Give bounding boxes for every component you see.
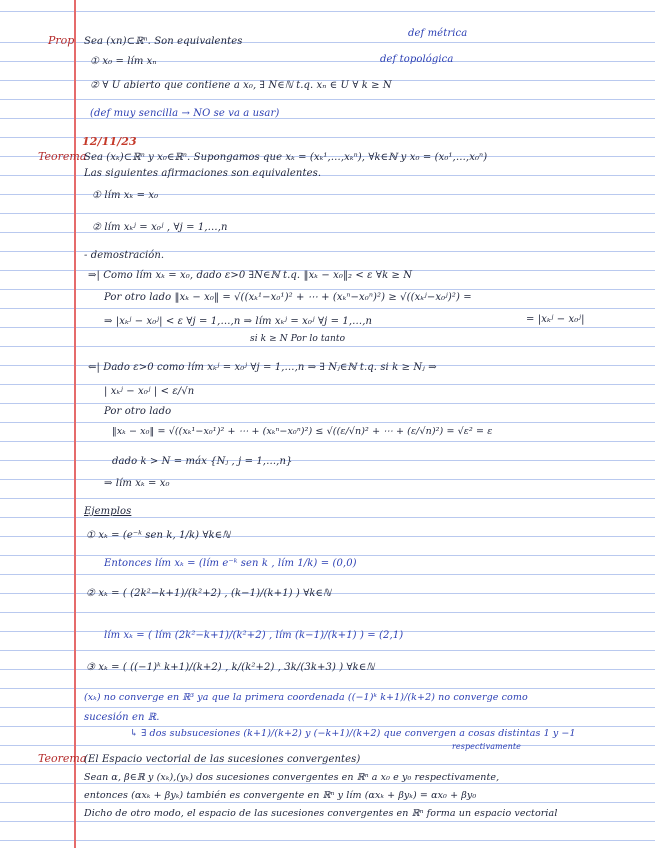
prop-item-2: ② ∀ U abierto que contiene a x₀, ∃ N∈ℕ t.q. xₙ ∈ U ∀ k ≥ N bbox=[90, 80, 392, 91]
note-remark: (def muy sencilla → NO se va a usar) bbox=[90, 108, 280, 119]
proof-forward-3-tail: = |xₖʲ − x₀ʲ| bbox=[526, 314, 585, 325]
theorem-line-1: Sea (xₖ)⊂ℝⁿ y x₀∈ℝⁿ. Supongamos que xₖ = (xₖ¹,…,xₖⁿ), ∀k∈ℕ y x₀ = (x₀¹,…,x₀ⁿ) bbox=[84, 152, 488, 163]
example-3-result-4: respectivamente bbox=[452, 742, 521, 751]
example-3-result-1: (xₖ) no converge en ℝ³ ya que la primera coordenada ((−1)ᵏ k+1)/(k+2) no converge como bbox=[84, 692, 528, 703]
proof-forward-1: ⇒| Como lím xₖ = x₀, dado ε>0 ∃N∈ℕ t.q. ‖xₖ − x₀‖₂ < ε ∀k ≥ N bbox=[88, 270, 413, 281]
example-1: ① xₖ = (e⁻ᵏ sen k, 1/k) ∀k∈ℕ bbox=[86, 530, 231, 541]
note-topological: def topológica bbox=[380, 54, 454, 65]
example-1-result: Entonces lím xₖ = (lím e⁻ᵏ sen k , lím 1/k) = (0,0) bbox=[104, 558, 357, 569]
theorem2-line-1: (El Espacio vectorial de las sucesiones convergentes) bbox=[84, 754, 361, 765]
proof-forward-3: ⇒ |xₖʲ − x₀ʲ| < ε ∀j = 1,…,n ⇒ lím xₖʲ = x₀ʲ ∀j = 1,…,n bbox=[104, 316, 373, 327]
theorem-line-2: Las siguientes afirmaciones son equivalentes. bbox=[84, 168, 322, 179]
theorem2-line-3: entonces (αxₖ + βyₖ) también es convergente en ℝⁿ y lím (αxₖ + βyₖ) = αx₀ + βy₀ bbox=[84, 790, 477, 801]
example-3: ③ xₖ = ( ((−1)ᵏ k+1)/(k+2) , k/(k²+2) , 3k/(3k+3) ) ∀k∈ℕ bbox=[86, 662, 375, 673]
proof-backward-6: ⇒ lím xₖ = x₀ bbox=[104, 478, 170, 489]
proof-backward-2: | xₖʲ − x₀ʲ | < ε/√n bbox=[104, 386, 195, 397]
prop-statement: Sea (xn)⊂ℝⁿ. Son equivalentes bbox=[84, 36, 243, 47]
proof-backward-3: Por otro lado bbox=[104, 406, 172, 417]
example-3-result-3: ↳ ∃ dos subsucesiones (k+1)/(k+2) y (−k+1)/(k+2) que convergen a cosas distintas 1 y −1 bbox=[130, 728, 576, 739]
theorem2-line-2: Sean α, β∈ℝ y (xₖ),(yₖ) dos sucesiones convergentes en ℝⁿ a x₀ e y₀ respectivamente, bbox=[84, 772, 500, 783]
proof-backward-1: ⇐| Dado ε>0 como lím xₖʲ = x₀ʲ ∀j = 1,…,n ⇒ ∃ Nⱼ∈ℕ t.q. si k ≥ Nⱼ ⇒ bbox=[88, 362, 437, 373]
theorem2-line-4: Dicho de otro modo, el espacio de las sucesiones convergentes en ℝⁿ forma un espacio vectorial bbox=[84, 808, 558, 819]
proof-heading: - demostración. bbox=[84, 250, 165, 261]
theorem-item-2: ② lím xₖʲ = x₀ʲ , ∀j = 1,…,n bbox=[92, 222, 228, 233]
prop-item-1: ① x₀ = lím xₙ bbox=[90, 56, 157, 67]
theorem-item-1: ① lím xₖ = x₀ bbox=[92, 190, 159, 201]
margin-tag-theorem-2: Teorema bbox=[38, 752, 87, 765]
example-3-result-2: sucesión en ℝ. bbox=[84, 712, 160, 723]
proof-backward-4: ‖xₖ − x₀‖ = √((xₖ¹−x₀¹)² + ⋯ + (xₖⁿ−x₀ⁿ)²) ≤ √((ε/√n)² + ⋯ + (ε/√n)²) = √ε² = ε bbox=[112, 426, 493, 437]
example-2: ② xₖ = ( (2k²−k+1)/(k²+2) , (k−1)/(k+1) ) ∀k∈ℕ bbox=[86, 588, 332, 599]
example-2-result: lím xₖ = ( lím (2k²−k+1)/(k²+2) , lím (k−1)/(k+1) ) = (2,1) bbox=[104, 630, 404, 641]
margin-tag-prop: Prop bbox=[48, 34, 75, 47]
note-metric: def métrica bbox=[408, 28, 468, 39]
proof-forward-2: Por otro lado ‖xₖ − x₀‖ = √((xₖ¹−x₀¹)² + ⋯ + (xₖⁿ−x₀ⁿ)²) ≥ √((xₖʲ−x₀ʲ)²) = bbox=[104, 292, 472, 303]
margin-tag-theorem: Teorema bbox=[38, 150, 87, 163]
examples-heading: Ejemplos bbox=[84, 506, 132, 517]
proof-forward-4: si k ≥ N Por lo tanto bbox=[250, 334, 346, 344]
date-heading: 12/11/23 bbox=[82, 135, 137, 148]
margin-line bbox=[74, 0, 76, 848]
proof-backward-5: dado k > N = máx {Nⱼ , j = 1,…,n} bbox=[112, 456, 293, 467]
